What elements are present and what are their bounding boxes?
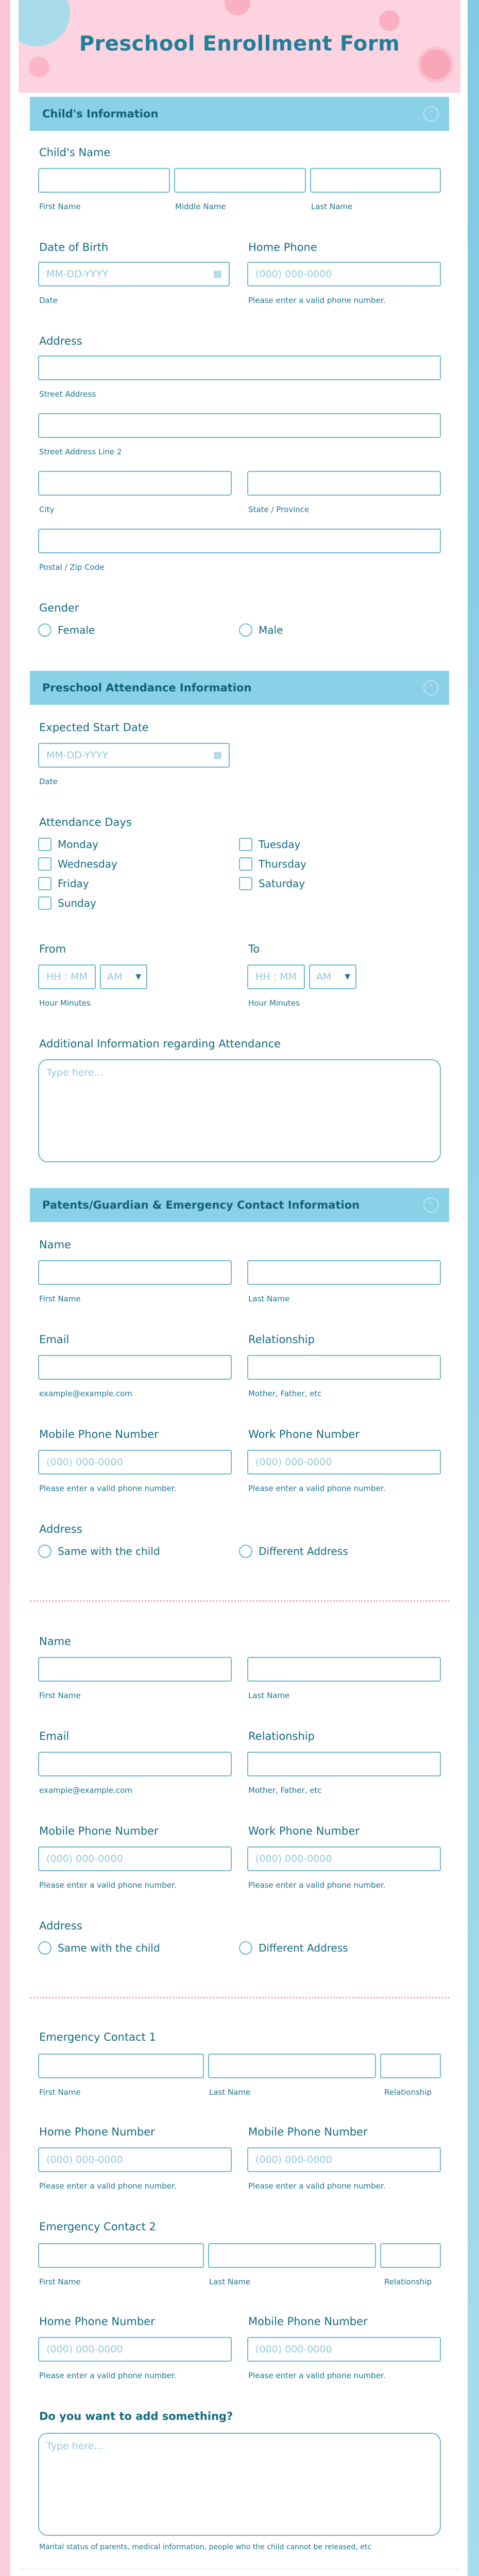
section-guardian-info[interactable] — [30, 1188, 449, 1222]
guardian1-address-label: Address — [39, 1523, 82, 1535]
chevron-up-icon[interactable]: ⌃ — [423, 1197, 439, 1213]
day-friday-checkbox[interactable] — [38, 877, 52, 890]
day-friday-label[interactable]: Friday — [58, 877, 89, 890]
attendance-days-label: Attendance Days — [39, 816, 132, 828]
home-phone-sublabel: Please enter a valid phone number. — [248, 296, 386, 305]
additional-info-textarea[interactable] — [38, 1059, 441, 1162]
child-first-name-input[interactable] — [38, 168, 170, 193]
chevron-down-icon: ▼ — [345, 973, 350, 981]
phone-sublabel: Please enter a valid phone number. — [39, 1880, 177, 1890]
day-tuesday-label[interactable]: Tuesday — [259, 838, 301, 851]
state-sublabel: State / Province — [248, 505, 310, 514]
emergency2-last-name-input[interactable] — [208, 2243, 376, 2268]
emergency2-home-input[interactable] — [38, 2337, 232, 2362]
guardian2-email-label: Email — [39, 1730, 70, 1742]
emergency2-home-label: Home Phone Number — [39, 2315, 155, 2328]
day-thursday-checkbox[interactable] — [239, 857, 252, 871]
emergency1-mobile-label: Mobile Phone Number — [248, 2126, 368, 2138]
last-name-sublabel: Last Name — [209, 2277, 251, 2286]
phone-sublabel: Please enter a valid phone number. — [248, 1880, 386, 1890]
last-name-sublabel: Last Name — [248, 1691, 290, 1700]
to-label: To — [248, 943, 260, 955]
gender-male-radio[interactable] — [239, 623, 252, 637]
emergency2-relationship-input[interactable] — [380, 2243, 441, 2268]
relationship-sublabel: Mother, Father, etc — [248, 1786, 322, 1795]
to-ampm-select[interactable] — [309, 964, 356, 989]
street-address-input[interactable] — [38, 355, 441, 380]
form-header — [19, 0, 460, 93]
guardian2-mobile-label: Mobile Phone Number — [39, 1825, 159, 1837]
from-ampm-select[interactable] — [100, 964, 147, 989]
guardian2-name-label: Name — [39, 1635, 71, 1648]
dob-placeholder: MM-DD-YYYY — [46, 268, 108, 280]
same-address-label[interactable]: Same with the child — [58, 1942, 160, 1954]
first-name-sublabel: First Name — [39, 202, 81, 211]
day-thursday-label[interactable]: Thursday — [259, 858, 306, 870]
same-address-label[interactable]: Same with the child — [58, 1545, 160, 1557]
section-child-info[interactable] — [30, 97, 449, 131]
city-input[interactable] — [38, 471, 232, 496]
day-monday-checkbox[interactable] — [38, 838, 52, 851]
emergency1-home-input[interactable] — [38, 2147, 232, 2172]
guardian2-email-input[interactable] — [38, 1752, 232, 1776]
from-time-placeholder: HH : MM — [46, 971, 88, 982]
flower-decor-icon — [29, 57, 49, 77]
gender-male-label[interactable]: Male — [259, 624, 283, 636]
phone-sublabel: Please enter a valid phone number. — [248, 2371, 386, 2380]
guardian1-email-label: Email — [39, 1333, 70, 1346]
add-something-sublabel: Marital status of parents, medical information, people who the child cannot be released, etc — [39, 2543, 372, 2551]
from-time-input[interactable] — [38, 964, 96, 989]
emergency1-relationship-input[interactable] — [380, 2054, 441, 2078]
flower-decor-icon — [379, 10, 400, 31]
gender-female-label[interactable]: Female — [58, 624, 95, 636]
day-monday-label[interactable]: Monday — [58, 838, 98, 851]
guardian1-email-input[interactable] — [38, 1355, 232, 1380]
from-ampm-value: AM — [107, 971, 123, 982]
to-time-placeholder: HH : MM — [255, 971, 297, 982]
divider — [30, 1997, 449, 1998]
email-sublabel: example@example.com — [39, 1389, 132, 1398]
section-attendance-info[interactable] — [30, 671, 449, 705]
day-wednesday-label[interactable]: Wednesday — [58, 858, 117, 870]
flower-decor-icon — [225, 0, 250, 15]
home-phone-label: Home Phone — [248, 241, 317, 253]
last-name-sublabel: Last Name — [248, 1294, 290, 1303]
zip-sublabel: Postal / Zip Code — [39, 563, 105, 572]
zip-input[interactable] — [38, 529, 441, 553]
guardian1-different-address-radio[interactable] — [239, 1545, 252, 1558]
section-title: Patents/Guardian & Emergency Contact Information — [42, 1199, 360, 1211]
home-phone-input[interactable] — [247, 262, 441, 286]
chevron-down-icon: ▼ — [135, 973, 141, 981]
day-sunday-checkbox[interactable] — [38, 896, 52, 910]
first-name-sublabel: First Name — [39, 2088, 81, 2097]
first-name-sublabel: First Name — [39, 1294, 81, 1303]
street-address-sublabel: Street Address — [39, 389, 96, 399]
emergency2-first-name-input[interactable] — [38, 2243, 204, 2268]
guardian2-same-address-radio[interactable] — [38, 1941, 52, 1955]
calendar-icon[interactable]: ▦ — [213, 268, 223, 279]
right-decor-strip — [468, 0, 479, 2576]
child-middle-name-input[interactable] — [174, 168, 306, 193]
additional-info-label: Additional Information regarding Attendance — [39, 1038, 281, 1050]
emergency1-home-label: Home Phone Number — [39, 2126, 155, 2138]
relationship-sublabel: Relationship — [384, 2277, 432, 2286]
dob-input[interactable] — [38, 262, 230, 286]
guardian2-address-label: Address — [39, 1920, 82, 1932]
add-something-textarea[interactable] — [38, 2433, 441, 2536]
day-tuesday-checkbox[interactable] — [239, 838, 252, 851]
emergency2-mobile-input[interactable] — [247, 2337, 441, 2362]
emergency1-label: Emergency Contact 1 — [39, 2031, 156, 2043]
to-time-input[interactable] — [247, 964, 305, 989]
guardian1-work-label: Work Phone Number — [248, 1428, 360, 1440]
chevron-up-icon[interactable]: ⌃ — [423, 106, 439, 122]
from-label: From — [39, 943, 66, 955]
day-saturday-checkbox[interactable] — [239, 877, 252, 890]
first-name-sublabel: First Name — [39, 2277, 81, 2286]
start-date-input[interactable] — [38, 743, 230, 768]
last-name-sublabel: Last Name — [209, 2088, 251, 2097]
first-name-sublabel: First Name — [39, 1691, 81, 1700]
different-address-label[interactable]: Different Address — [259, 1942, 348, 1954]
start-date-sublabel: Date — [39, 777, 58, 786]
guardian1-last-name-input[interactable] — [247, 1260, 441, 1285]
emergency1-first-name-input[interactable] — [38, 2054, 204, 2078]
last-name-sublabel: Last Name — [311, 202, 353, 211]
calendar-icon[interactable]: ▦ — [213, 750, 223, 760]
address-label: Address — [39, 335, 82, 347]
add-something-label: Do you want to add something? — [39, 2410, 233, 2422]
guardian1-work-input[interactable] — [247, 1450, 441, 1475]
phone-sublabel: Please enter a valid phone number. — [39, 1484, 177, 1493]
left-decor-strip — [0, 0, 10, 2576]
phone-sublabel: Please enter a valid phone number. — [248, 1484, 386, 1493]
to-sublabel: Hour Minutes — [248, 998, 300, 1008]
emergency1-last-name-input[interactable] — [208, 2054, 376, 2078]
start-date-placeholder: MM-DD-YYYY — [46, 750, 108, 761]
day-sunday-label[interactable]: Sunday — [58, 897, 96, 909]
guardian2-relationship-label: Relationship — [248, 1730, 315, 1742]
child-last-name-input[interactable] — [310, 168, 441, 193]
divider — [30, 1600, 449, 1602]
city-sublabel: City — [39, 505, 55, 514]
emergency2-label: Emergency Contact 2 — [39, 2221, 156, 2233]
chevron-up-icon[interactable]: ⌃ — [423, 680, 439, 696]
emergency1-mobile-input[interactable] — [247, 2147, 441, 2172]
dob-label: Date of Birth — [39, 241, 109, 253]
guardian2-work-input[interactable] — [247, 1846, 441, 1871]
guardian1-relationship-input[interactable] — [247, 1355, 441, 1380]
form-title: Preschool Enrollment Form — [79, 32, 400, 56]
form-card — [19, 0, 460, 2576]
guardian1-relationship-label: Relationship — [248, 1333, 315, 1346]
guardian1-name-label: Name — [39, 1239, 71, 1251]
section-title: Preschool Attendance Information — [42, 682, 252, 694]
phone-sublabel: Please enter a valid phone number. — [39, 2371, 177, 2380]
emergency2-mobile-label: Mobile Phone Number — [248, 2315, 368, 2328]
guardian2-different-address-radio[interactable] — [239, 1941, 252, 1955]
section-title: Child's Information — [42, 108, 159, 120]
relationship-sublabel: Mother, Father, etc — [248, 1389, 322, 1398]
start-date-label: Expected Start Date — [39, 721, 149, 734]
guardian2-first-name-input[interactable] — [38, 1657, 232, 1682]
street-address2-input[interactable] — [38, 413, 441, 438]
guardian1-same-address-radio[interactable] — [38, 1545, 52, 1558]
phone-sublabel: Please enter a valid phone number. — [248, 2181, 386, 2191]
guardian2-relationship-input[interactable] — [247, 1752, 441, 1776]
gender-female-radio[interactable] — [38, 623, 52, 637]
guardian1-first-name-input[interactable] — [38, 1260, 232, 1285]
gender-label: Gender — [39, 602, 79, 614]
to-ampm-value: AM — [316, 971, 332, 982]
day-wednesday-checkbox[interactable] — [38, 857, 52, 871]
email-sublabel: example@example.com — [39, 1786, 132, 1795]
day-saturday-label[interactable]: Saturday — [259, 877, 305, 890]
middle-name-sublabel: Middle Name — [175, 202, 226, 211]
guardian1-mobile-input[interactable] — [38, 1450, 232, 1475]
guardian2-last-name-input[interactable] — [247, 1657, 441, 1682]
phone-sublabel: Please enter a valid phone number. — [39, 2181, 177, 2191]
guardian2-work-label: Work Phone Number — [248, 1825, 360, 1837]
dob-sublabel: Date — [39, 296, 58, 305]
child-name-label: Child's Name — [39, 146, 111, 159]
street-address2-sublabel: Street Address Line 2 — [39, 447, 122, 456]
guardian1-mobile-label: Mobile Phone Number — [39, 1428, 159, 1440]
state-input[interactable] — [247, 471, 441, 496]
different-address-label[interactable]: Different Address — [259, 1545, 348, 1557]
from-sublabel: Hour Minutes — [39, 998, 91, 1008]
relationship-sublabel: Relationship — [384, 2088, 432, 2097]
guardian2-mobile-input[interactable] — [38, 1846, 232, 1871]
